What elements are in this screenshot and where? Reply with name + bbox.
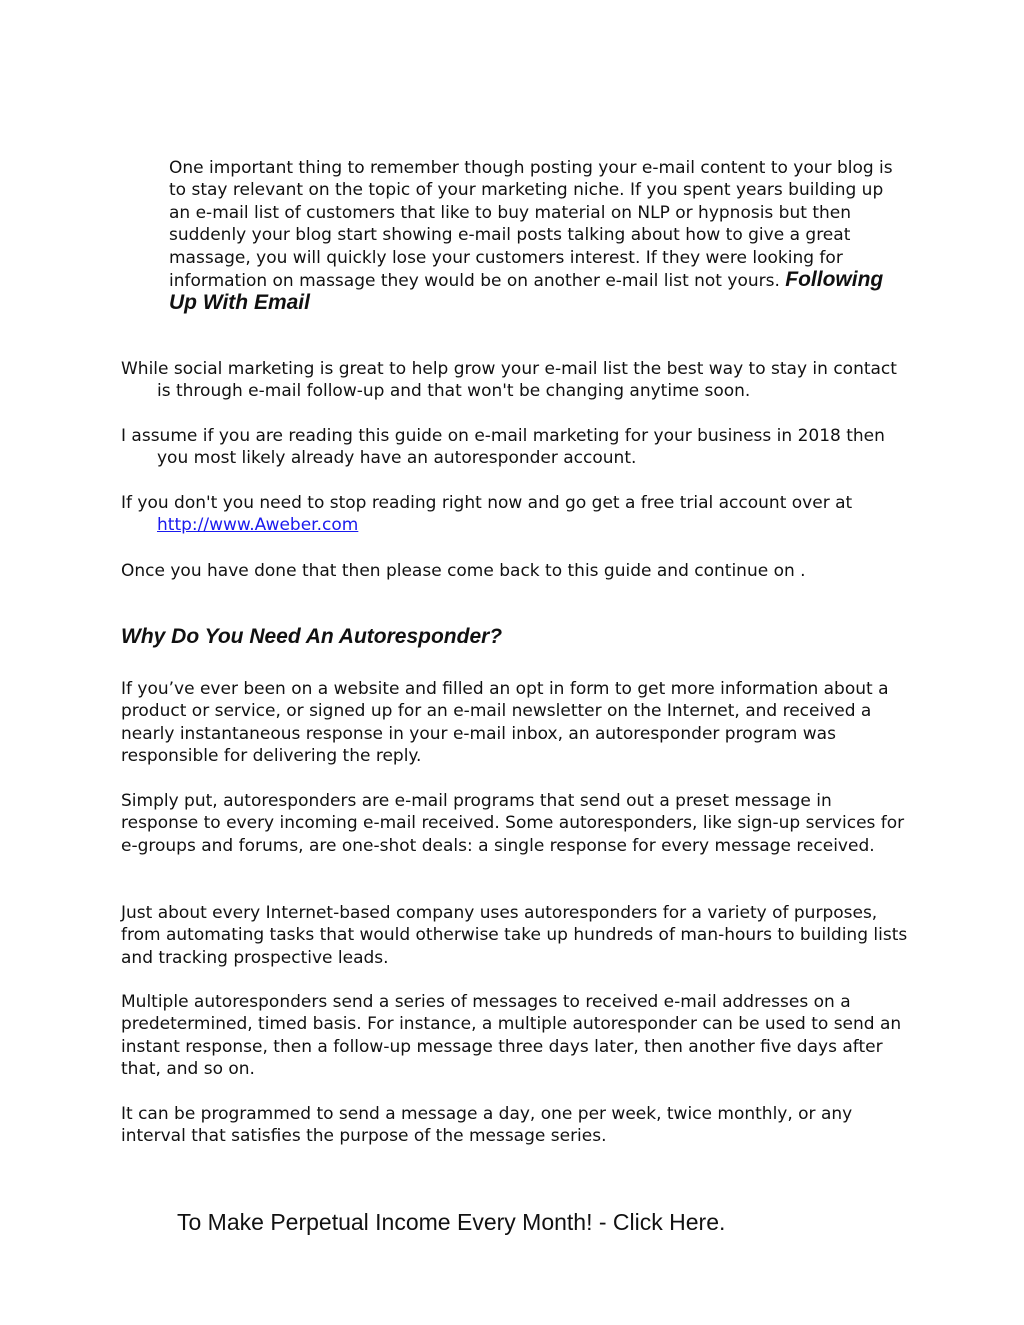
perpetual-income-link[interactable]: To Make Perpetual Income Every Month! - Click Here. bbox=[177, 1209, 726, 1235]
simply-put-paragraph: Simply put, autoresponders are e-mail programs that send out a preset message in response to every incoming e-mail received. Some autoresponders, like sign-up services for e-groups and forums, are one-shot deals: a single response for every message received. bbox=[121, 791, 905, 856]
programmed-paragraph: It can be programmed to send a message a day, one per week, twice monthly, or any interval that satisfies the purpose of the message series. bbox=[121, 1104, 853, 1147]
internet-company-paragraph: Just about every Internet-based company uses autoresponders for a variety of purposes, from automating tasks that would otherwise take up hundreds of man-hours to building lists and tracking prospective leads. bbox=[121, 903, 908, 968]
following-up-heading: Following Up With Email bbox=[169, 268, 884, 315]
trial-account-paragraph bbox=[121, 492, 911, 537]
aweber-link[interactable]: http://www.Aweber.com bbox=[157, 515, 359, 536]
opt-in-paragraph: If you’ve ever been on a website and filled an opt in form to get more information about a product or service, or signed up for an e-mail newsletter on the Internet, and received a nearly instantaneous response in your e-mail inbox, an autoresponder program was responsible for delivering the reply. bbox=[121, 679, 889, 767]
intro-paragraph bbox=[169, 157, 909, 316]
assume-paragraph: I assume if you are reading this guide on e-mail marketing for your business in 2018 then you most likely already have an autoresponder account. bbox=[121, 426, 885, 469]
social-marketing-paragraph: While social marketing is great to help grow your e-mail list the best way to stay in contact is through e-mail follow-up and that won't be changing anytime soon. bbox=[121, 359, 897, 402]
trial-account-text: If you don't you need to stop reading right now and go get a free trial account over at bbox=[121, 493, 853, 513]
continue-paragraph: Once you have done that then please come back to this guide and continue on . bbox=[121, 561, 806, 581]
multiple-autoresponders-paragraph: Multiple autoresponders send a series of messages to received e-mail addresses on a predetermined, timed basis. For instance, a multiple autoresponder can be used to send an instant response, then a follow-up message three days later, then another five days after that, and so on. bbox=[121, 992, 902, 1080]
autoresponder-heading: Why Do You Need An Autoresponder? bbox=[121, 625, 503, 648]
intro-text: One important thing to remember though posting your e-mail content to your blog is to stay relevant on the topic of your marketing niche. If you spent years building up an e-mail list of customers that like to buy material on NLP or hypnosis but then suddenly your blog start showing e-mail posts talking about how to give a great massage, you will quickly lose your customers interest. If they were looking for information on massage they would be on another e-mail list not yours. bbox=[169, 158, 893, 292]
